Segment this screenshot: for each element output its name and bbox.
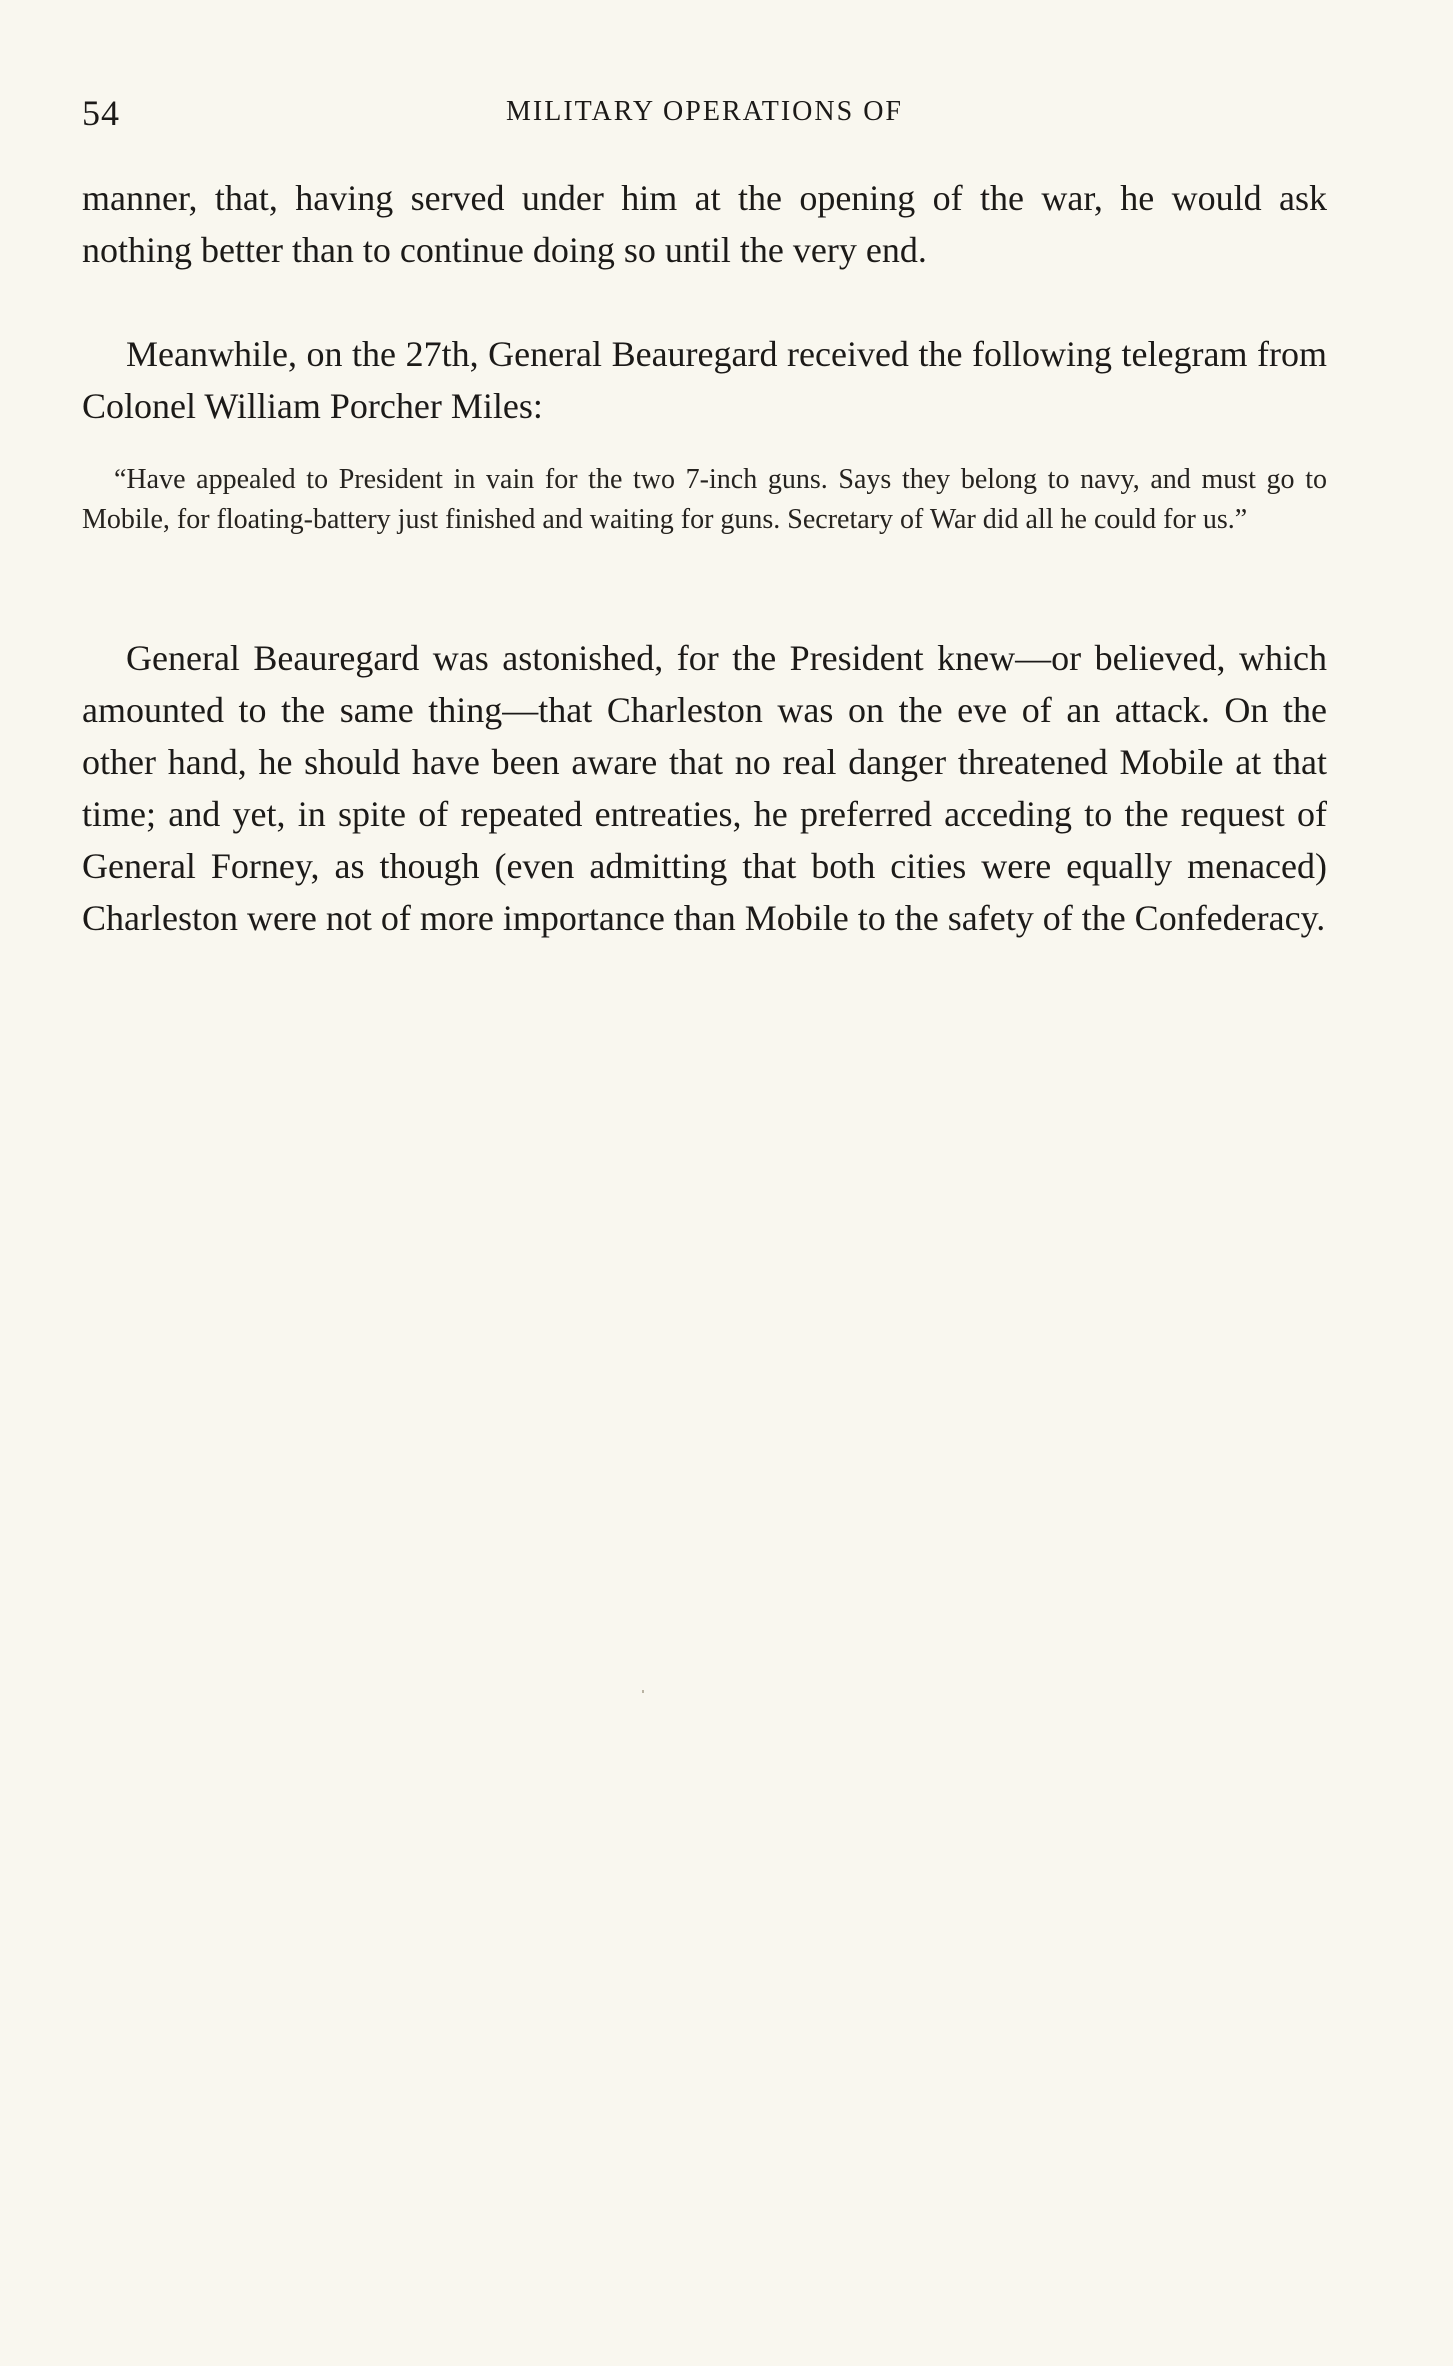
paragraph-continuation: manner, that, having served under him at the opening of the war, he would ask nothing better than to continue doing so until the very end. bbox=[82, 178, 1327, 270]
paragraph-telegram-intro: Meanwhile, on the 27th, General Beauregard received the following telegram from Colonel William Porcher Miles: bbox=[82, 334, 1327, 426]
page-header bbox=[82, 92, 1327, 136]
page-number: 54 bbox=[82, 93, 120, 133]
telegram-quote: “Have appealed to President in vain for the two 7-inch guns. Says they belong to navy, and must go to Mobile, for floating-battery just finished and waiting for guns. Secretary of War did all he could for us.” bbox=[82, 464, 1327, 535]
paper-speck bbox=[642, 1690, 644, 1693]
paragraph-beauregard-astonished: General Beauregard was astonished, for the President knew—or believed, which amounted to the same thing—that Charleston was on the eve of an attack. On the other hand, he should have been aware that no real danger threatened Mobile at that time; and yet, in spite of repeated entreaties, he preferred acceding to the request of General Forney, as though (even admitting that both cities were equally menaced) Charleston were not of more importance than Mobile to the safety of the Confederacy. bbox=[82, 638, 1327, 938]
running-head: MILITARY OPERATIONS OF bbox=[506, 96, 903, 127]
